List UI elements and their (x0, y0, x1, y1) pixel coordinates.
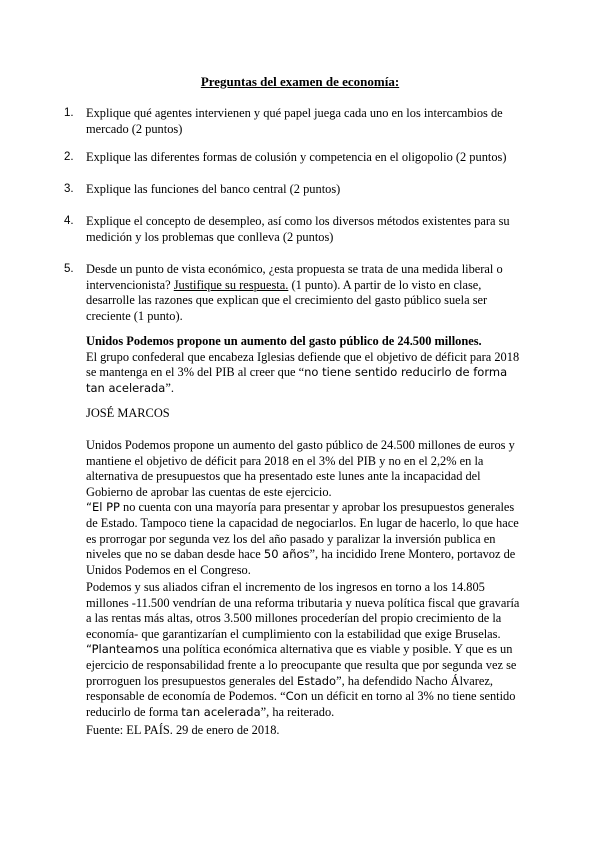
question-number: 2. (64, 151, 74, 163)
question-text: Explique las funciones del banco central (2 puntos) (86, 182, 341, 196)
article-subtitle (86, 350, 526, 397)
quote-part: un déficit en torno al 3% no tiene sentido reducirlo de forma (86, 689, 516, 719)
quote-part: “El PP (86, 500, 120, 515)
quote-part: “Planteamos (86, 642, 159, 657)
question-1 (64, 106, 524, 137)
quote-part: una política económica alternativa que es viable y posible. Y que es un ejercicio de responsabilidad frente a lo preocupante que resulta que por segunda vez se prorroguen los presupuestos generales del (86, 642, 517, 688)
question-text-part: (1 punto). A partir de lo visto en clase, desarrolle las razones que explican que el crecimiento del gasto público suela ser creciente (1 punto). (86, 277, 488, 323)
subtitle-end: ”. (165, 380, 174, 395)
question-5 (64, 262, 524, 324)
article-paragraph-2 (86, 580, 526, 720)
quote-part: 50 años (263, 547, 310, 562)
question-number: 1. (64, 107, 74, 119)
paragraph-text: Podemos y sus aliados cifran el incremento de los ingresos en torno a los 14.805 millones -11.500 vendrían de una reforma tributaria y nueva política fiscal que gravaría a las rentas más altas, otros 3.500 millones procederían del propio crecimiento de la economía- que garantizarían el cumplimiento con la estabilidad que exige Bruselas. (86, 580, 520, 641)
paragraph-quote (86, 642, 526, 720)
article-header (86, 334, 526, 396)
article-headline: Unidos Podemos propone un aumento del gasto público de 24.500 millones. (86, 334, 482, 348)
question-4 (64, 214, 524, 245)
question-text: Explique las diferentes formas de colusión y competencia en el oligopolio (2 puntos) (86, 150, 507, 164)
question-number: 5. (64, 263, 74, 275)
page-title: Preguntas del examen de economía: (200, 74, 400, 89)
question-number: 3. (64, 183, 74, 195)
justify-answer-underlined: Justifique su respuesta. (173, 277, 289, 292)
question-2 (64, 150, 524, 166)
subtitle-quote: no tiene sentido reducirlo de forma tan acelerada (86, 365, 508, 395)
quote-part: ”, ha incidido Irene Montero, portavoz de Unidos Podemos en el Congreso. (86, 547, 516, 577)
question-text: Explique el concepto de desempleo, así como los diversos métodos existentes para su medición y los problemas que conlleva (2 puntos) (86, 214, 510, 244)
paragraph-text: Unidos Podemos propone un aumento del gasto público de 24.500 millones de euros y mantiene el objetivo de déficit para 2018 en el 3% del PIB y no en el 2,2% en la alternativa de presupuestos que ha presentado este lunes ante la incapacidad del Gobierno de aprobar las cuentas de este ejercicio. (86, 438, 515, 499)
quote-part: Con (285, 689, 308, 704)
quote-part: ”, ha reiterado. (260, 704, 335, 719)
question-text-part: Desde un punto de vista económico, ¿esta propuesta se trata de una medida liberal o intervencionista? (86, 262, 503, 292)
article-source: Fuente: EL PAÍS. 29 de enero de 2018. (86, 723, 280, 737)
quote-part: no cuenta con una mayoría para presentar y aprobar los presupuestos generales de Estado. Tampoco tiene la capacidad de negociarlos. En lugar de hacerlo, lo que hace es prorrogar por segunda vez los del año pasado y paralizar la inversión publica en niveles que no se daban desde hace (86, 500, 519, 562)
question-text: Explique qué agentes intervienen y qué papel juega cada uno en los intercambios de mercado (2 puntos) (86, 106, 503, 136)
question-3 (64, 182, 524, 198)
question-text (86, 262, 524, 324)
article-paragraph-1 (86, 438, 526, 578)
subtitle-text: El grupo confederal que encabeza Iglesias defiende que el objetivo de déficit para 2018 se mantenga en el 3% del PIB al creer que “ (86, 349, 520, 380)
quote-part: ”, ha defendido Nacho Álvarez, responsable de economía de Podemos. “ (86, 673, 493, 704)
quote-part: Estado (296, 673, 337, 688)
question-number: 4. (64, 215, 74, 227)
paragraph-quote (86, 500, 526, 578)
quote-part: tan acelerada (181, 704, 261, 719)
article-author: JOSÉ MARCOS (86, 406, 170, 420)
